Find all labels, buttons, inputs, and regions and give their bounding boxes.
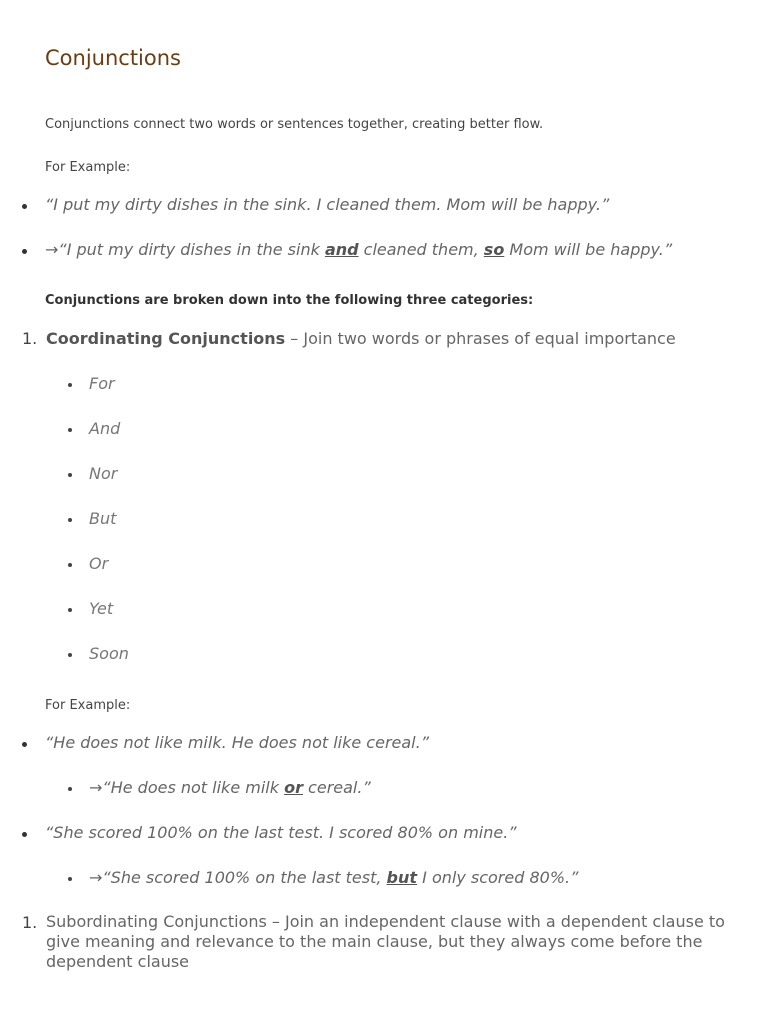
example-sentence-rewrite	[89, 868, 578, 887]
list-item: For	[89, 374, 115, 393]
rewrite-text: →“She scored 100% on the last test,	[89, 868, 387, 887]
bullet-icon	[22, 204, 27, 209]
example-sentence-original: “I put my dirty dishes in the sink. I cleaned them. Mom will be happy.”	[45, 195, 610, 214]
bullet-icon	[22, 249, 27, 254]
page-title: Conjunctions	[45, 46, 181, 70]
rewrite-text: →“I put my dirty dishes in the sink	[45, 240, 325, 259]
list-item: Soon	[89, 644, 129, 663]
bullet-icon	[68, 653, 72, 657]
list-number: 1.	[22, 913, 38, 932]
example-label: For Example:	[45, 160, 131, 175]
list-item: And	[89, 419, 121, 438]
list-item: Yet	[89, 599, 114, 618]
bullet-icon	[22, 832, 27, 837]
conjunction-and: and	[324, 240, 359, 259]
conjunction-or: or	[284, 778, 303, 797]
bullet-icon	[68, 787, 72, 791]
list-item: But	[89, 509, 117, 528]
bullet-icon	[68, 473, 72, 477]
rewrite-text: cereal.”	[302, 778, 371, 797]
example-sentence-original: “He does not like milk. He does not like cereal.”	[45, 733, 429, 752]
rewrite-text: Mom will be happy.”	[504, 240, 673, 259]
rewrite-text: cleaned them,	[358, 240, 484, 259]
list-number: 1.	[22, 329, 38, 348]
list-item: Or	[89, 554, 109, 573]
rewrite-text: I only scored 80%.”	[417, 868, 579, 887]
conjunction-so: so	[483, 240, 505, 259]
category-name: Coordinating Conjunctions	[46, 329, 286, 348]
bullet-icon	[68, 518, 72, 522]
bullet-icon	[68, 428, 72, 432]
category-description: – Join two words or phrases of equal importance	[285, 329, 676, 348]
bullet-icon	[68, 383, 72, 387]
list-item: Nor	[89, 464, 118, 483]
example-sentence-rewrite	[89, 778, 371, 797]
bullet-icon	[68, 608, 72, 612]
example-sentence-rewrite	[45, 240, 672, 259]
example-label: For Example:	[45, 698, 131, 713]
bullet-icon	[68, 563, 72, 567]
rewrite-text: →“He does not like milk	[89, 778, 285, 797]
example-sentence-original: “She scored 100% on the last test. I scored 80% on mine.”	[45, 823, 517, 842]
categories-note: Conjunctions are broken down into the following three categories:	[45, 293, 534, 308]
bullet-icon	[68, 877, 72, 881]
intro-paragraph: Conjunctions connect two words or sentences together, creating better flow.	[45, 117, 544, 132]
coordinating-heading	[46, 329, 676, 348]
conjunction-but: but	[386, 868, 418, 887]
bullet-icon	[22, 742, 27, 747]
subordinating-paragraph: Subordinating Conjunctions – Join an independent clause with a dependent clause to give meaning and relevance to the main clause, but they always come before the dependent clause	[46, 912, 725, 971]
